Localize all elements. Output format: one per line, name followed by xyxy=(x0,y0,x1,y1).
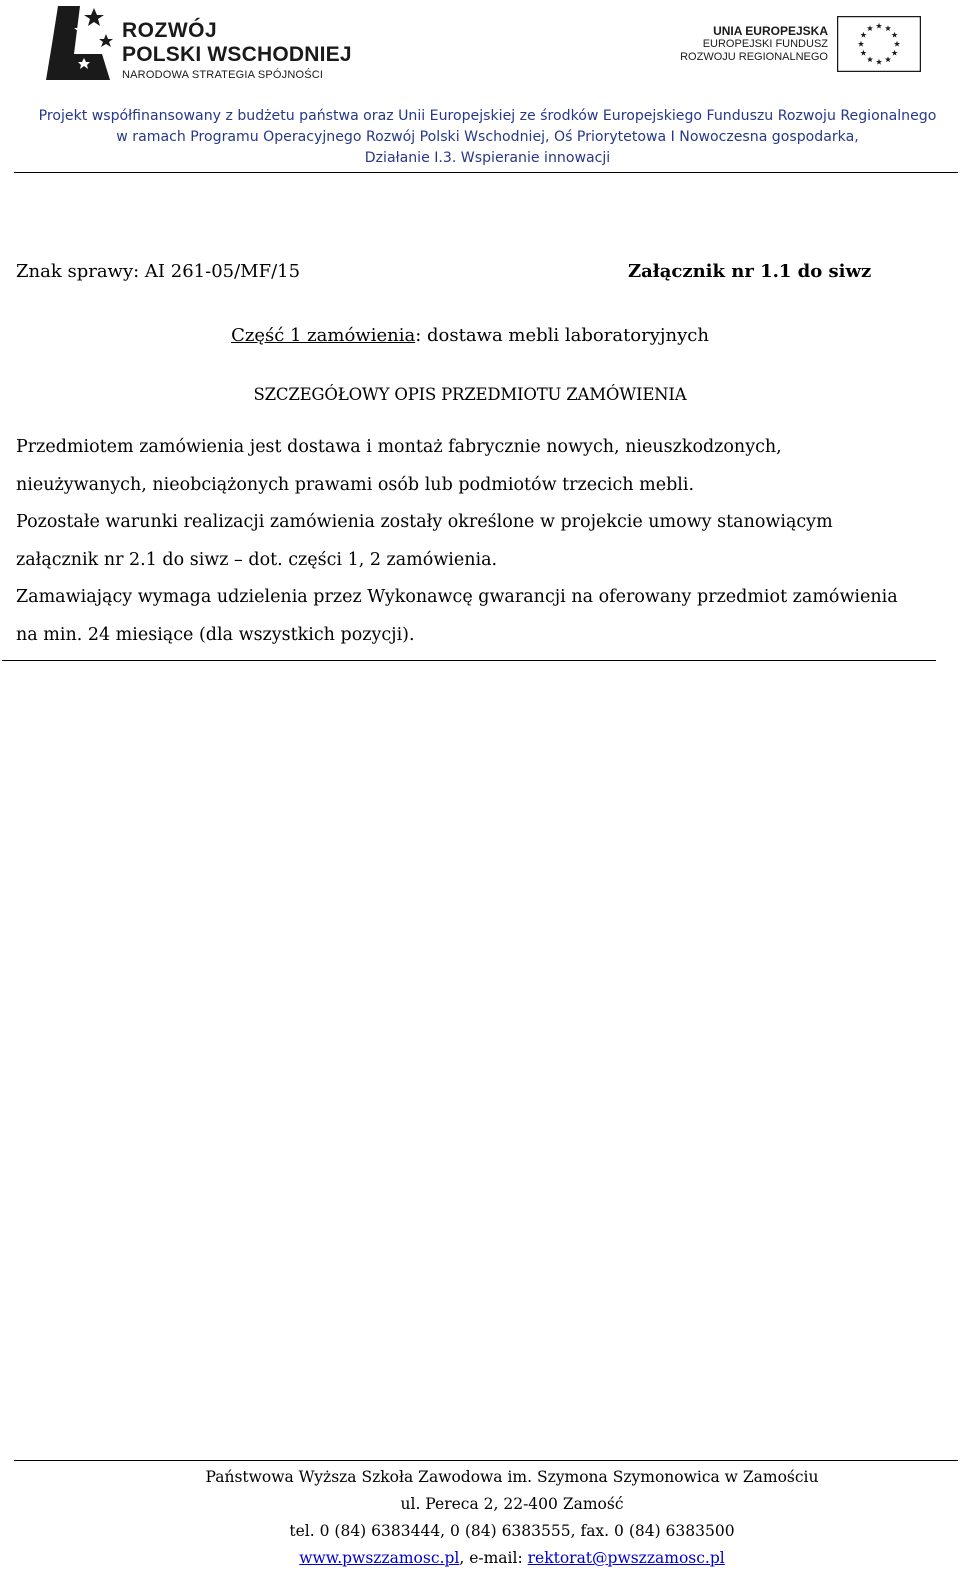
eu-logo-line1: UNIA EUROPEJSKA xyxy=(713,24,828,38)
footer-separator: , e-mail: xyxy=(459,1549,528,1567)
eu-flag-icon xyxy=(837,16,921,72)
eu-logo-line3: ROZWOJU REGIONALNEGO xyxy=(680,51,828,63)
footer-contact xyxy=(0,1545,960,1572)
part-title-underlined: Część 1 zamówienia xyxy=(231,325,416,346)
footer-website-link[interactable]: www.pwszzamosc.pl xyxy=(299,1549,460,1567)
cofinancing-note xyxy=(0,106,960,169)
paragraph-subject xyxy=(16,429,946,504)
header-divider xyxy=(14,172,958,173)
attachment-label: Załącznik nr 1.1 do siwz xyxy=(628,261,872,282)
footer-divider xyxy=(14,1460,958,1461)
spec-title: SZCZEGÓŁOWY OPIS PRZEDMIOTU ZAMÓWIENIA xyxy=(253,385,687,404)
paragraph-line: załącznik nr 2.1 do siwz – dot. części 1, 2 zamówienia. xyxy=(16,549,498,570)
content-divider xyxy=(2,660,936,661)
paragraph-line: Przedmiotem zamówienia jest dostawa i montaż fabrycznie nowych, nieuszkodzonych, xyxy=(16,437,782,457)
rps-logo-mark-icon xyxy=(44,4,124,82)
footer-email-link[interactable]: rektorat@pwszzamosc.pl xyxy=(527,1549,725,1567)
footer-phones: tel. 0 (84) 6383444, 0 (84) 6383555, fax. 0 (84) 6383500 xyxy=(289,1522,735,1540)
rps-logo-line3: NARODOWA STRATEGIA SPÓJNOŚCI xyxy=(122,69,324,81)
cofinancing-line: Projekt współfinansowany z budżetu państwa oraz Unii Europejskiej ze środków Europejskiego Funduszu Rozwoju Regionalnego xyxy=(38,108,937,124)
case-number: Znak sprawy: AI 261-05/MF/15 xyxy=(16,261,301,282)
rps-logo-line2: POLSKI WSCHODNIEJ xyxy=(122,43,352,66)
eu-logo-text xyxy=(680,25,828,64)
cofinancing-line: Działanie I.3. Wspieranie innowacji xyxy=(364,150,611,166)
footer xyxy=(0,1464,960,1572)
paragraph-conditions xyxy=(16,504,946,579)
rps-logo-line1: ROZWÓJ xyxy=(122,19,218,42)
paragraph-line: nieużywanych, nieobciążonych prawami osób lub podmiotów trzecich mebli. xyxy=(16,474,695,495)
rps-logo-text xyxy=(122,20,352,81)
footer-institution: Państwowa Wyższa Szkoła Zawodowa im. Szymona Szymonowica w Zamościu xyxy=(205,1468,819,1486)
paragraph-warranty xyxy=(16,579,946,654)
paragraph-line: na min. 24 miesiące (dla wszystkich pozycji). xyxy=(16,624,415,645)
cofinancing-line: w ramach Programu Operacyjnego Rozwój Polski Wschodniej, Oś Priorytetowa I Nowoczesna gospodarka, xyxy=(116,129,859,145)
part-title-rest: : dostawa mebli laboratoryjnych xyxy=(415,325,709,346)
eu-logo-line2: EUROPEJSKI FUNDUSZ xyxy=(702,38,828,50)
part-title xyxy=(0,325,940,346)
footer-address: ul. Pereca 2, 22-400 Zamość xyxy=(400,1495,624,1513)
paragraph-line: Pozostałe warunki realizacji zamówienia zostały określone w projekcie umowy stanowiącym xyxy=(16,512,833,532)
eu-flag xyxy=(837,16,921,72)
paragraph-line: Zamawiający wymaga udzielenia przez Wykonawcę gwarancji na oferowany przedmiot zamówienia xyxy=(16,587,898,607)
